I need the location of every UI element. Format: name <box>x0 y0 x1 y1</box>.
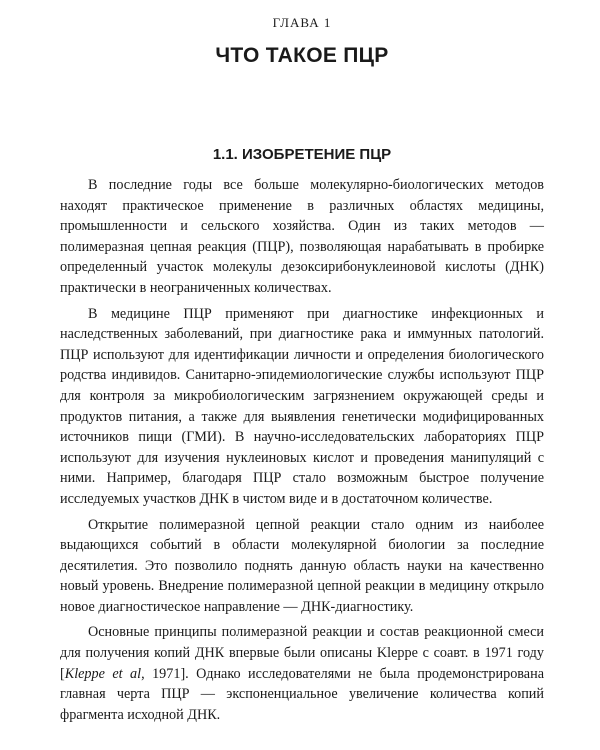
paragraph-3: Открытие полимеразной цепной реакции стало одним из наиболее выдающихся событий в области молекулярной биологии за последние десятилетия. Это позволило поднять данную область науки на качественно новый уровень. Внедрение полимеразной цепной реакции в медицину открыло новое диагностическое направление — ДНК-диагностику. <box>60 516 544 615</box>
chapter-label: ГЛАВА 1 <box>272 15 332 30</box>
citation-italic: Kleppe et al <box>64 665 142 682</box>
paragraph-4-text-end: , 1971]. Однако исследователями не была продемонстрирована главная черта ПЦР — экспоненциальное увеличение количества копий фрагмента исходной ДНК. <box>60 665 544 723</box>
book-page <box>60 14 544 725</box>
paragraph-4-text-start: Основные принципы полимеразной реакции и состав реакционной смеси для получения копий ДНК впервые были описаны Kleppe с соавт. в 1971 году [ <box>60 624 544 682</box>
section-title: 1.1. ИЗОБРЕТЕНИЕ ПЦР <box>212 146 392 163</box>
paragraph-2: В медицине ПЦР применяют при диагностике инфекционных и наследственных заболеваний, при диагностике рака и иммунных патологий. ПЦР используют для идентификации личности и определения биологического родства индивидов. Санитарно-эпидемиологические службы используют ПЦР для контроля за микробиологическим загрязнением окружающей среды и продуктов питания, а также для выявления генетически модифицированных источников пищи (ГМИ). В научно-исследовательских лабораториях ПЦР используют для изучения нуклеиновых кислот и проведения манипуляций с ними. Например, благодаря ПЦР стало возможным быстрое получение исследуемых участков ДНК в чистом виде и в достаточном количестве. <box>60 305 544 507</box>
paragraph-4 <box>60 622 544 725</box>
body-text <box>60 175 544 725</box>
chapter-title: ЧТО ТАКОЕ ПЦР <box>215 44 389 67</box>
paragraph-1: В последние годы все больше молекулярно-биологических методов находят практическое применение в различных областях медицины, промышленности и сельского хозяйства. Один из таких методов — полимеразная цепная реакция (ПЦР), позволяющая нарабатывать в пробирке определенный участок молекулы дезоксирибонуклеиновой кислоты (ДНК) практически в неограниченных количествах. <box>60 177 544 296</box>
